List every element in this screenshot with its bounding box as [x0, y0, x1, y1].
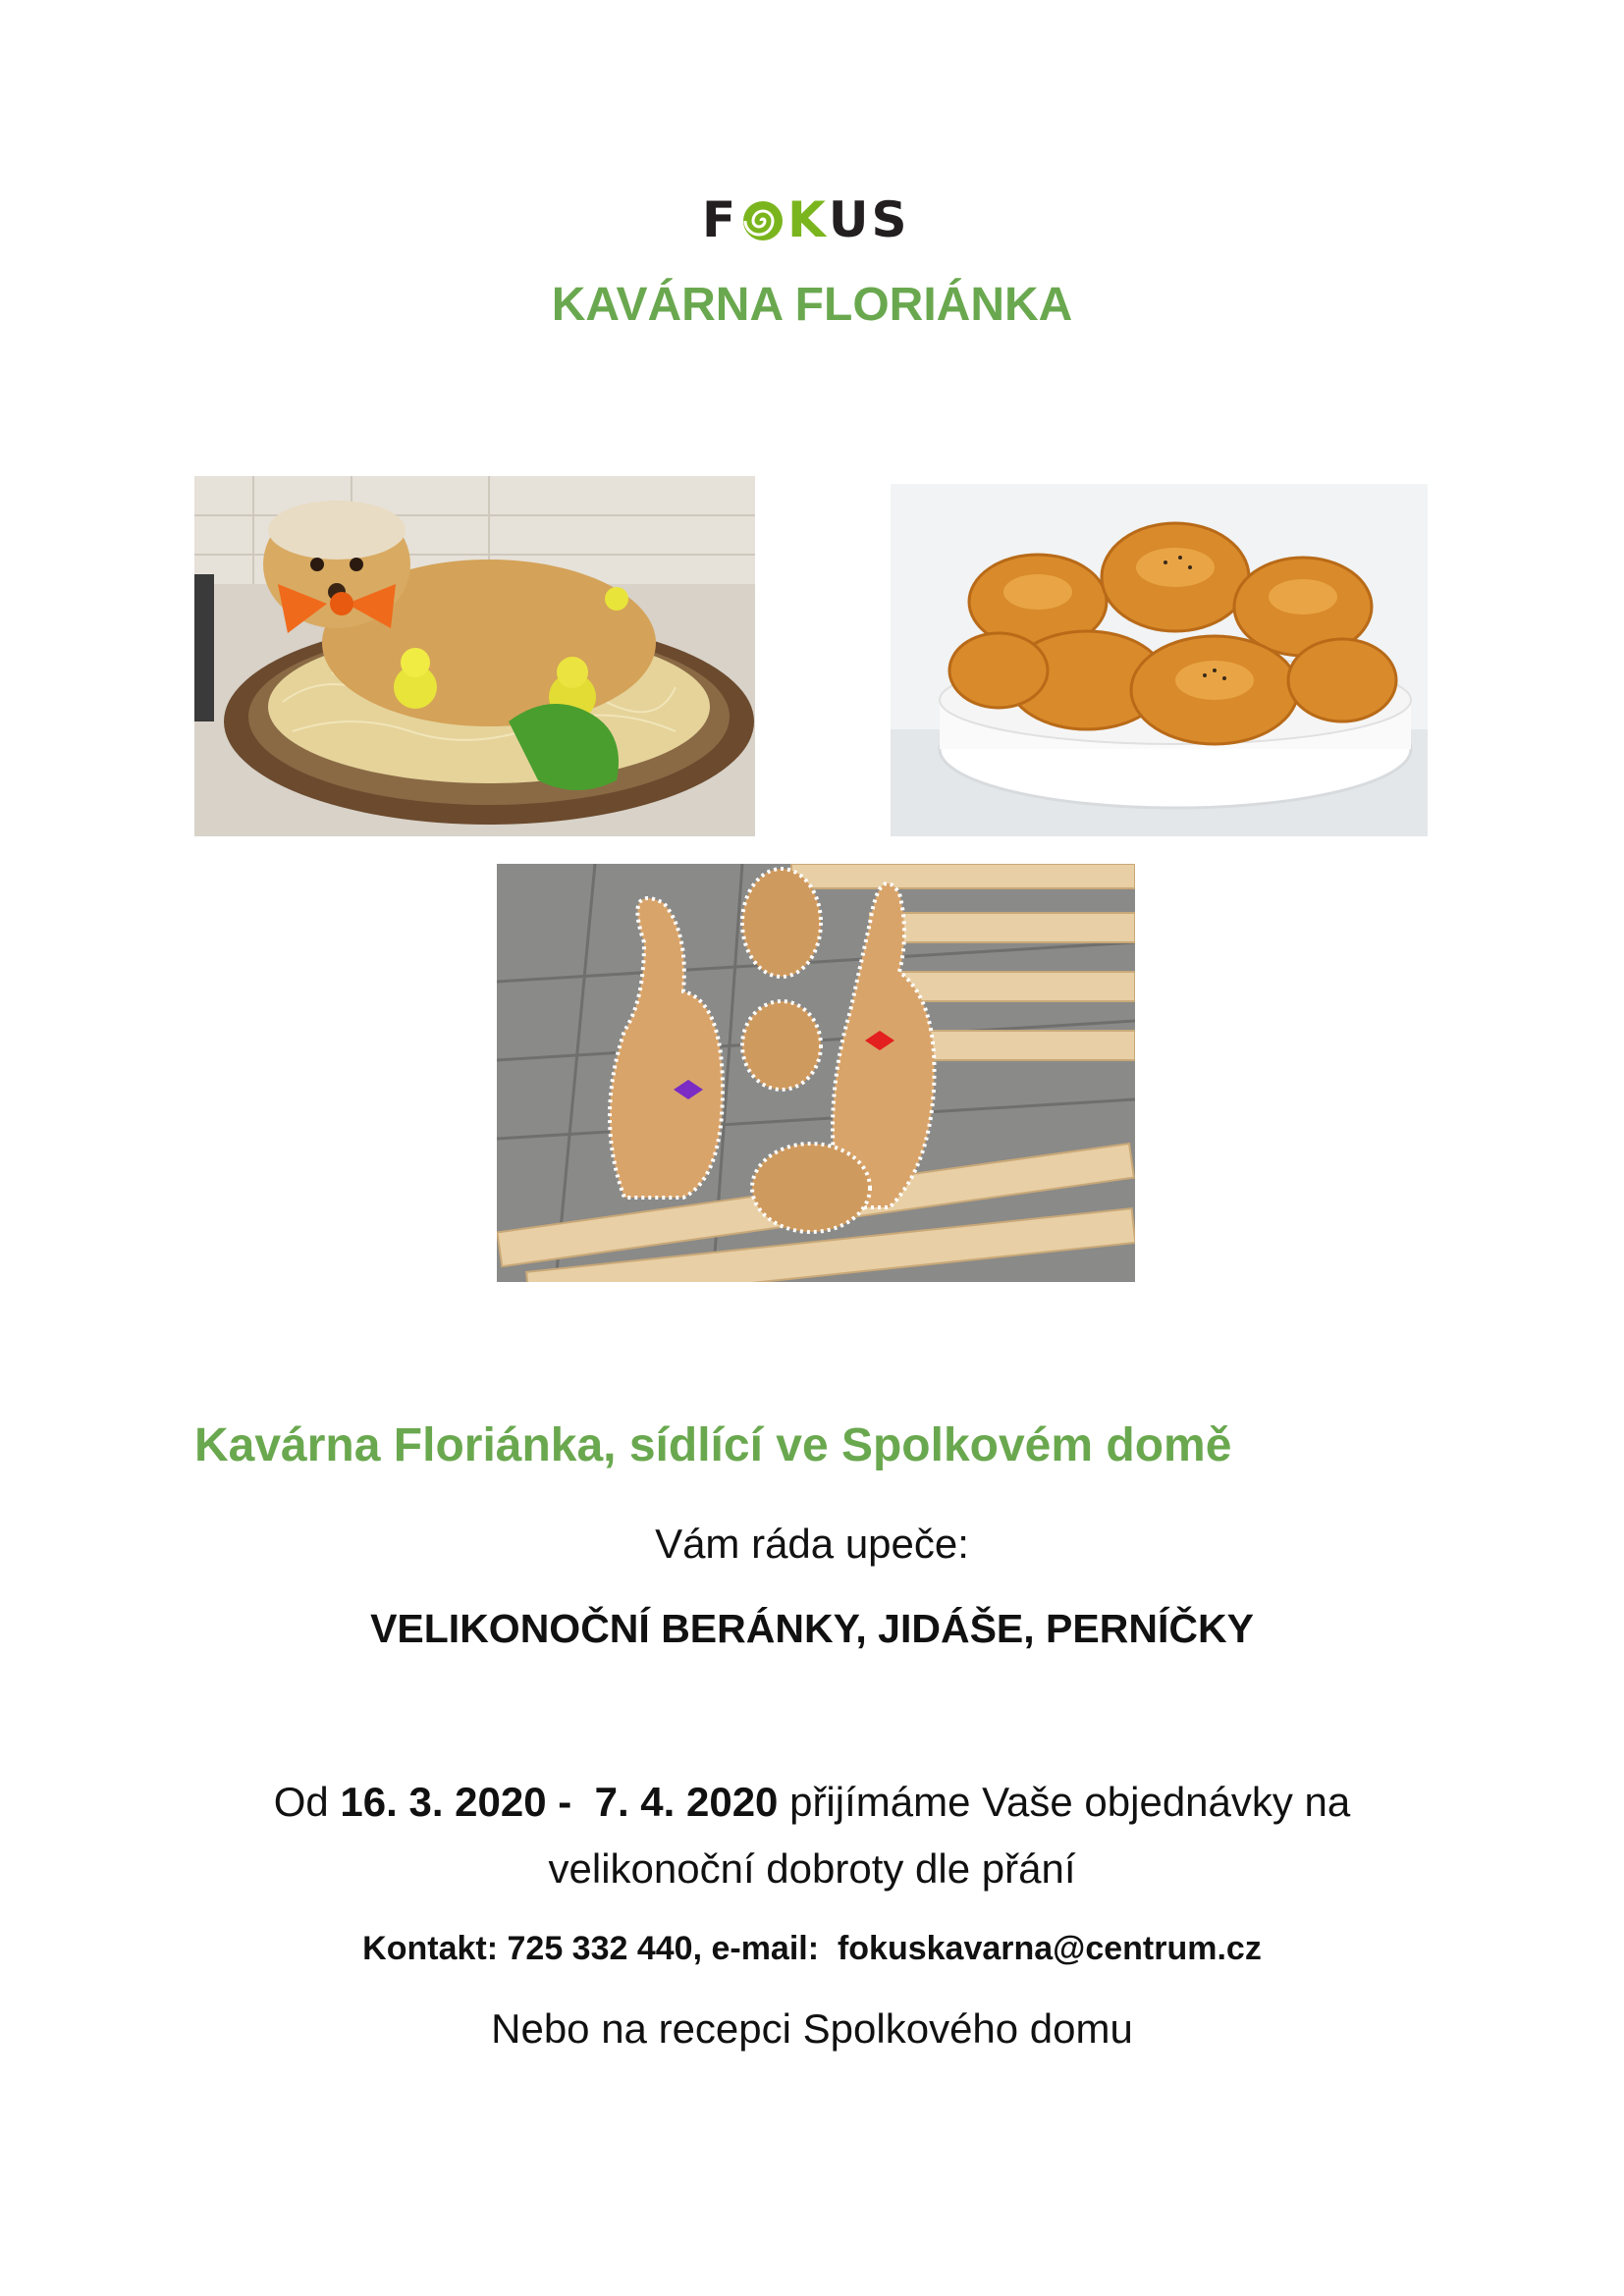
- braided-jidase-buns-photo: [891, 484, 1428, 836]
- gingerbread-bunnies-photo: [497, 864, 1135, 1282]
- fokus-logo: [702, 192, 930, 247]
- page-title: KAVÁRNA FLORIÁNKA: [551, 279, 1073, 331]
- period-suffix: přijímáme Vaše objednávky na: [778, 1779, 1351, 1825]
- order-period-line: [0, 1779, 1624, 1826]
- easter-lamb-cake-photo: [194, 476, 755, 836]
- reception-text: Nebo na recepci Spolkového domu: [491, 2005, 1133, 2052]
- contact-phone: 725 332 440: [507, 1930, 693, 1967]
- logo-letter-k: K: [787, 191, 829, 248]
- period-separator: -: [546, 1779, 595, 1825]
- logo-letter-f: F: [702, 191, 739, 248]
- period-start-date: 16. 3. 2020: [340, 1779, 547, 1825]
- order-period-line2: velikonoční dobroty dle přání: [548, 1845, 1076, 1892]
- logo-letter-s: S: [871, 191, 910, 248]
- contact-line: [0, 1930, 1624, 1968]
- contact-email-label: , e-mail:: [692, 1930, 838, 1967]
- spiral-o-icon: [741, 198, 785, 241]
- logo-letter-u: U: [828, 191, 872, 248]
- intro-text: Vám ráda upeče:: [655, 1521, 969, 1567]
- period-prefix: Od: [273, 1779, 341, 1825]
- contact-label: Kontakt:: [362, 1930, 508, 1967]
- products-list: VELIKONOČNÍ BERÁNKY, JIDÁŠE, PERNÍČKY: [370, 1606, 1254, 1651]
- headline: Kavárna Floriánka, sídlící ve Spolkovém domě: [194, 1419, 1232, 1471]
- period-end-date: 7. 4. 2020: [594, 1779, 779, 1825]
- contact-email: fokuskavarna@centrum.cz: [837, 1930, 1262, 1967]
